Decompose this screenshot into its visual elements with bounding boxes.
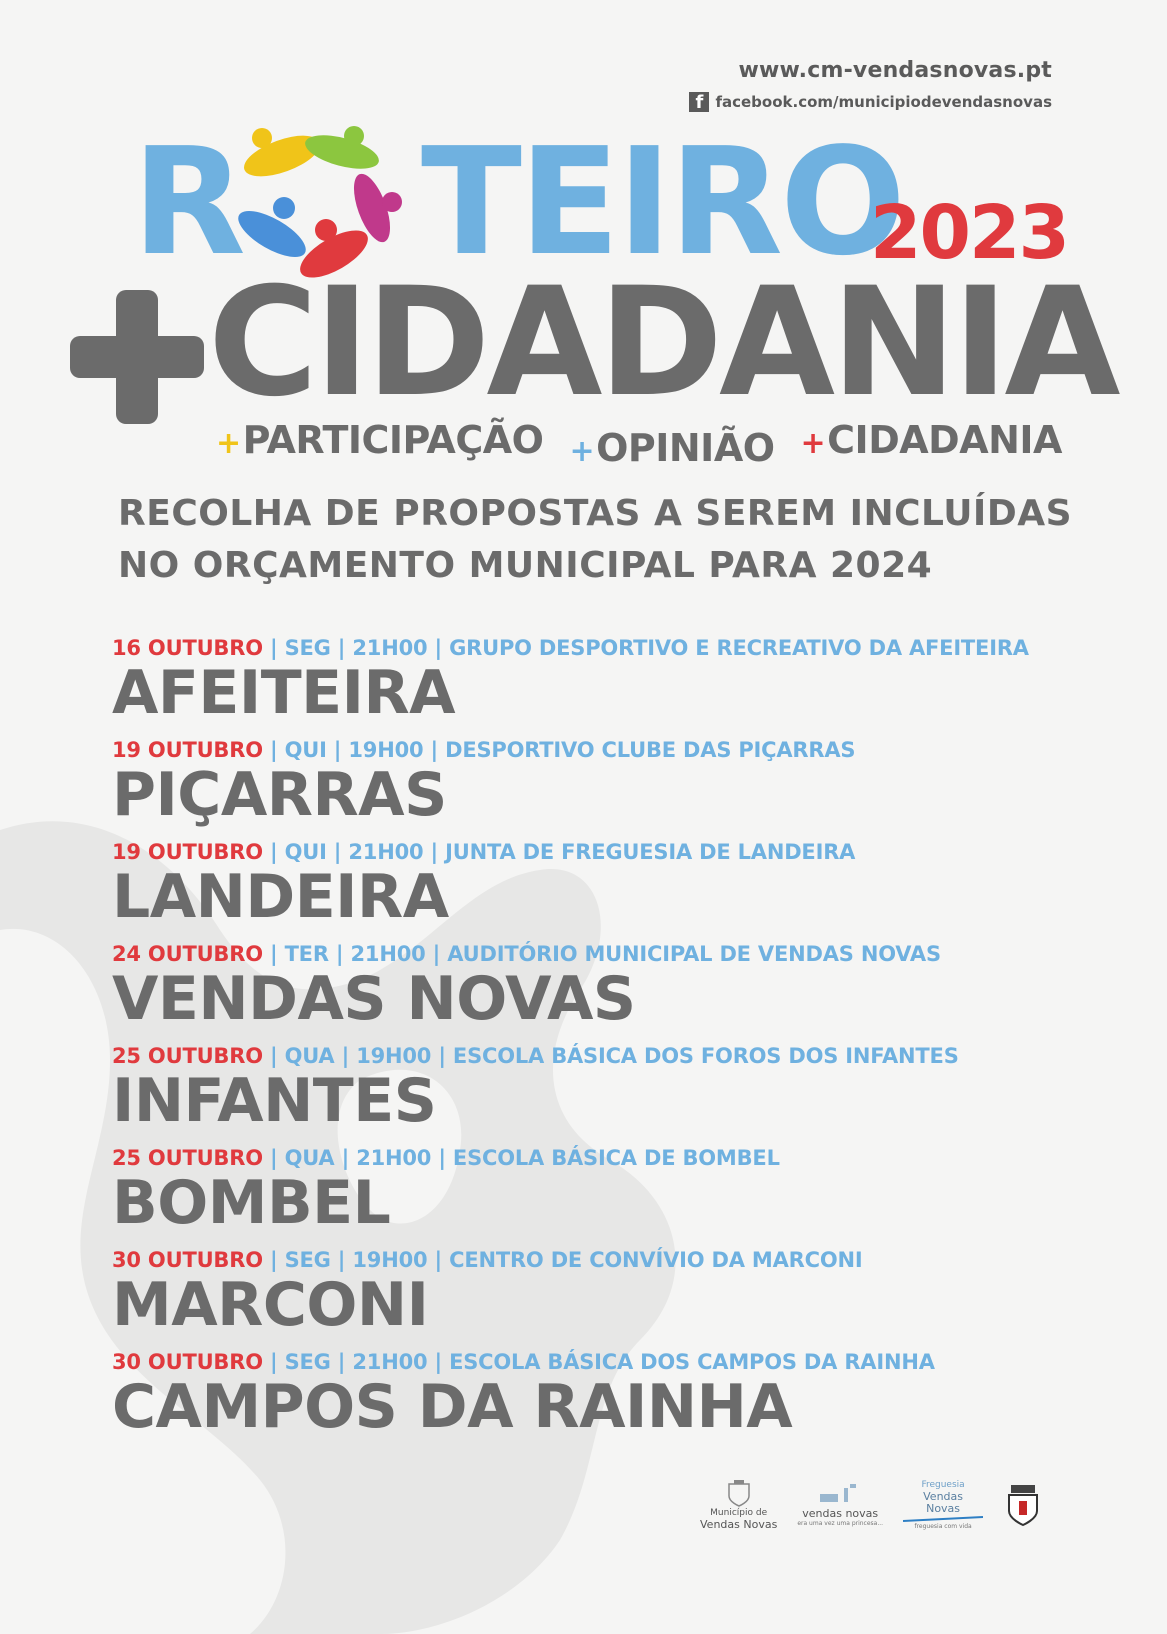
- facebook-url: facebook.com/municipiodevendasnovas: [715, 93, 1052, 111]
- municipio-crest-icon: [724, 1478, 754, 1508]
- tag-cidadania: + CIDADANIA: [800, 418, 1062, 462]
- event-place: INFANTES: [112, 1066, 437, 1136]
- event-item: [112, 1246, 1029, 1348]
- facebook-icon: f: [689, 92, 709, 112]
- tagline: [216, 418, 1062, 470]
- event-place: VENDAS NOVAS: [112, 964, 636, 1034]
- tag-opiniao: + OPINIÃO: [569, 426, 775, 470]
- event-item: [112, 1042, 1029, 1144]
- event-place: MARCONI: [112, 1270, 429, 1340]
- wave-icon: [903, 1515, 983, 1523]
- title-cidadania: CIDADANIA: [208, 256, 1117, 430]
- event-place: BOMBEL: [112, 1168, 391, 1238]
- event-place: PIÇARRAS: [112, 760, 447, 830]
- plus-icon: +: [569, 434, 595, 469]
- freguesia-logo: Freguesia Vendas Novas freguesia com vida: [903, 1480, 983, 1530]
- big-plus-icon: [70, 290, 204, 424]
- palace-icon: [816, 1482, 864, 1508]
- freguesia-crest: [1003, 1483, 1043, 1527]
- event-meta: 25 OUTUBRO | QUA | 19H00 | ESCOLA BÁSICA DOS FOROS DOS INFANTES: [112, 1044, 959, 1068]
- footer-logos: [700, 1478, 1043, 1531]
- event-place: CAMPOS DA RAINHA: [112, 1372, 793, 1442]
- event-item: [112, 1144, 1029, 1246]
- event-item: [112, 940, 1029, 1042]
- event-meta: 24 OUTUBRO | TER | 21H00 | AUDITÓRIO MUNICIPAL DE VENDAS NOVAS: [112, 942, 941, 966]
- event-meta: 30 OUTUBRO | SEG | 19H00 | CENTRO DE CONVÍVIO DA MARCONI: [112, 1248, 863, 1272]
- event-item: [112, 838, 1029, 940]
- website-url[interactable]: www.cm-vendasnovas.pt: [738, 58, 1052, 83]
- municipio-logo: Município de Vendas Novas: [700, 1478, 777, 1531]
- title-year: 2023: [870, 190, 1068, 276]
- event-item: [112, 1348, 1029, 1450]
- event-place: AFEITEIRA: [112, 658, 456, 728]
- event-meta: 16 OUTUBRO | SEG | 21H00 | GRUPO DESPORTIVO E RECREATIVO DA AFEITEIRA: [112, 636, 1029, 660]
- events-list: [112, 634, 1029, 1450]
- plus-icon: +: [216, 426, 241, 461]
- event-meta: 19 OUTUBRO | QUI | 21H00 | JUNTA DE FREGUESIA DE LANDEIRA: [112, 840, 856, 864]
- event-meta: 30 OUTUBRO | SEG | 21H00 | ESCOLA BÁSICA DOS CAMPOS DA RAINHA: [112, 1350, 935, 1374]
- event-meta: 25 OUTUBRO | QUA | 21H00 | ESCOLA BÁSICA DE BOMBEL: [112, 1146, 780, 1170]
- event-meta: 19 OUTUBRO | QUI | 19H00 | DESPORTIVO CLUBE DAS PIÇARRAS: [112, 738, 856, 762]
- tag-participacao: + PARTICIPAÇÃO: [216, 418, 544, 462]
- event-item: [112, 736, 1029, 838]
- subtitle-line-1: RECOLHA DE PROPOSTAS A SEREM INCLUÍDAS: [118, 493, 1072, 534]
- plus-icon: +: [800, 426, 826, 461]
- subtitle-line-2: NO ORÇAMENTO MUNICIPAL PARA 2024: [118, 545, 933, 586]
- subtitle: [118, 488, 1072, 592]
- vendas-novas-brand-logo: vendas novas era uma vez uma princesa...: [797, 1482, 883, 1527]
- freguesia-crest-icon: [1003, 1483, 1043, 1527]
- event-place: LANDEIRA: [112, 862, 449, 932]
- event-item: [112, 634, 1029, 736]
- facebook-link[interactable]: [689, 92, 1052, 112]
- title-roteiro-text: R TEIRO: [132, 116, 903, 288]
